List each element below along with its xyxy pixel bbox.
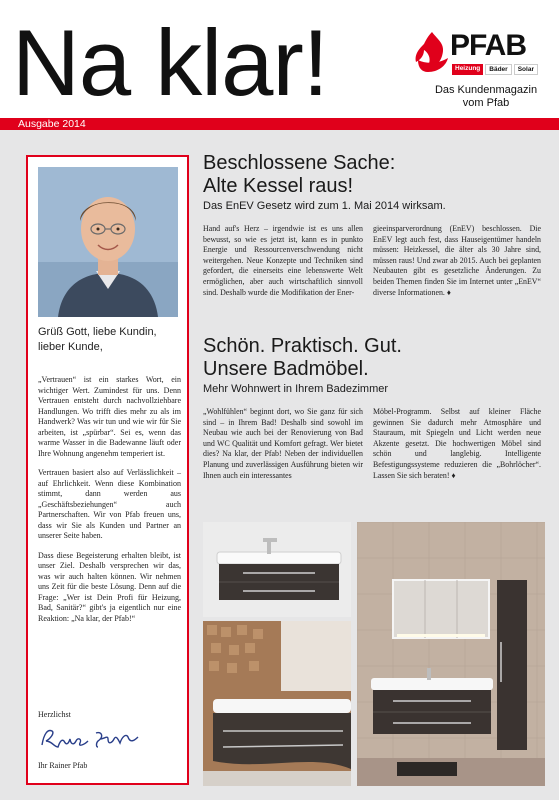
portrait-illustration	[38, 167, 178, 317]
bathroom-photo-washbasin	[203, 522, 351, 617]
bathroom-photo-vanity	[203, 621, 351, 786]
editorial-letter	[26, 155, 189, 785]
logo-wordmark: PFAB	[450, 29, 527, 62]
washbasin-illustration	[203, 522, 351, 617]
article2-column2: Möbel-Programm. Selbst auf kleiner Fläche gewinnen Sie dadurch mehr Atmosphäre und Stauraum, mit Spiegeln und Licht werden neue Akzente gesetzt. Die hochwertigen Möbel sind schön und langlebig. Intelligente Befestigungssysteme reduzieren die „Bohrlöcher“. Lassen Sie sich beraten! ♦	[373, 407, 541, 480]
article1-headline-line1: Beschlossene Sache:	[203, 152, 396, 174]
letter-closing: Herzlichst	[38, 710, 71, 719]
logo-tag-heizung: Heizung	[452, 64, 483, 75]
letter-signer: Ihr Rainer Pfab	[38, 761, 88, 770]
article2-column1: „Wohlfühlen“ beginnt dort, wo Sie ganz für sich sind – in Ihrem Bad! Deshalb sind sowohl im Neubau wie auch bei der Renovierung von Bad und WC Qualität und Komfort gefragt. Wer bietet dies? Na klar, der Pfab! Neben der individuellen Planung und zuverlässigen Ausführung bieten wir Ihnen auch ein interessantes	[203, 407, 363, 480]
article1-subheadline: Das EnEV Gesetz wird zum 1. Mai 2014 wirksam.	[203, 200, 446, 212]
letter-paragraph: Vertrauen basiert also auf Verlässlichkeit – auf Ehrlichkeit. Wenn diese Kombination stimmt, dann werden aus „Geschäftsbeziehungen“ auch Partnerschaften. Wir von Pfab freuen uns, dass wir Sie als Kunden und Partner an unserer Seite haben.	[38, 468, 181, 540]
greeting-line1: Grüß Gott, liebe Kundin,	[38, 326, 157, 338]
letter-paragraph: „Vertrauen“ ist ein starkes Wort, ein wichtiger Wert. Zumindest für uns. Denn Vertrauen entsteht durch nachvollziehbare Handlungen. Wo trifft dies mehr zu als im Handwerk? Was wir tun und wie wir für Sie arbeiten, ist „spürbar“. Sei es, wenn das warme Wasser in die Badewanne läuft oder Ihre Wohnung angenehm temperiert ist.	[38, 375, 181, 458]
masthead	[0, 0, 559, 118]
article2-headline	[203, 335, 543, 381]
flame-icon	[412, 30, 452, 74]
issue-label: Ausgabe 2014	[18, 118, 86, 130]
tagline	[420, 84, 552, 110]
author-portrait	[38, 167, 178, 317]
article1-column1: Hand auf's Herz – irgendwie ist es uns allen bewusst, so wie es jetzt ist, kann es in punkto Energie und Ressourcenverschwendung nicht weitergehen. Neue Konzepte und Techniken sind gefordert, die einerseits eine lebenswerte Welt ermöglichen, aber auch wirtschaftlich sinnvoll sind. Deshalb wurde die Modifikation der Ener-	[203, 224, 363, 297]
article1-headline-line2: Alte Kessel raus!	[203, 175, 354, 197]
greeting-line2: lieber Kunde,	[38, 341, 103, 353]
handwritten-signature	[38, 723, 148, 753]
letter-body	[38, 375, 181, 633]
letter-greeting	[38, 325, 183, 355]
mirror-cabinet-illustration	[357, 522, 545, 786]
article1-column2: gieeinsparverordnung (EnEV) beschlossen. Die EnEV legt auch fest, dass Hauseigentümer handeln müssen: Heizkessel, die älter als 30 Jahre sind, müssen raus! Und zwar ab 2015. Auch bei geplanten Neubauten gibt es gesetzliche Änderungen. Zu beiden Themen finden Sie im Internet unter „EnEV“ diverse Informationen. ♦	[373, 224, 541, 297]
vanity-illustration	[203, 621, 351, 786]
tagline-line2: vom Pfab	[462, 97, 510, 109]
logo-tags	[452, 64, 538, 75]
logo-tag-solar: Solar	[514, 64, 538, 75]
article1-headline	[203, 152, 543, 198]
tagline-line1: Das Kundenmagazin	[434, 84, 538, 96]
article2-subheadline: Mehr Wohnwert in Ihrem Badezimmer	[203, 383, 389, 395]
letter-paragraph: Dass diese Begeisterung erhalten bleibt, ist unser Ziel. Deshalb versprechen wir das, was wir auch halten können. Wir nehmen uns Zeit für die beste Lösung. Denn auf die Frage: „Wer ist Dein Profi für Heizung, Bad, Sanitär?“ gibt's ja eigentlich nur eine Reaktion: „Na klar, der Pfab!“	[38, 550, 181, 623]
bathroom-photo-mirror-cabinet	[357, 522, 545, 786]
pfab-logo	[412, 30, 552, 76]
magazine-title: Na klar!	[12, 10, 328, 115]
logo-tag-baeder: Bäder	[485, 64, 511, 75]
article2-headline-line2: Unsere Badmöbel.	[203, 358, 369, 380]
article2-headline-line1: Schön. Praktisch. Gut.	[203, 335, 402, 357]
